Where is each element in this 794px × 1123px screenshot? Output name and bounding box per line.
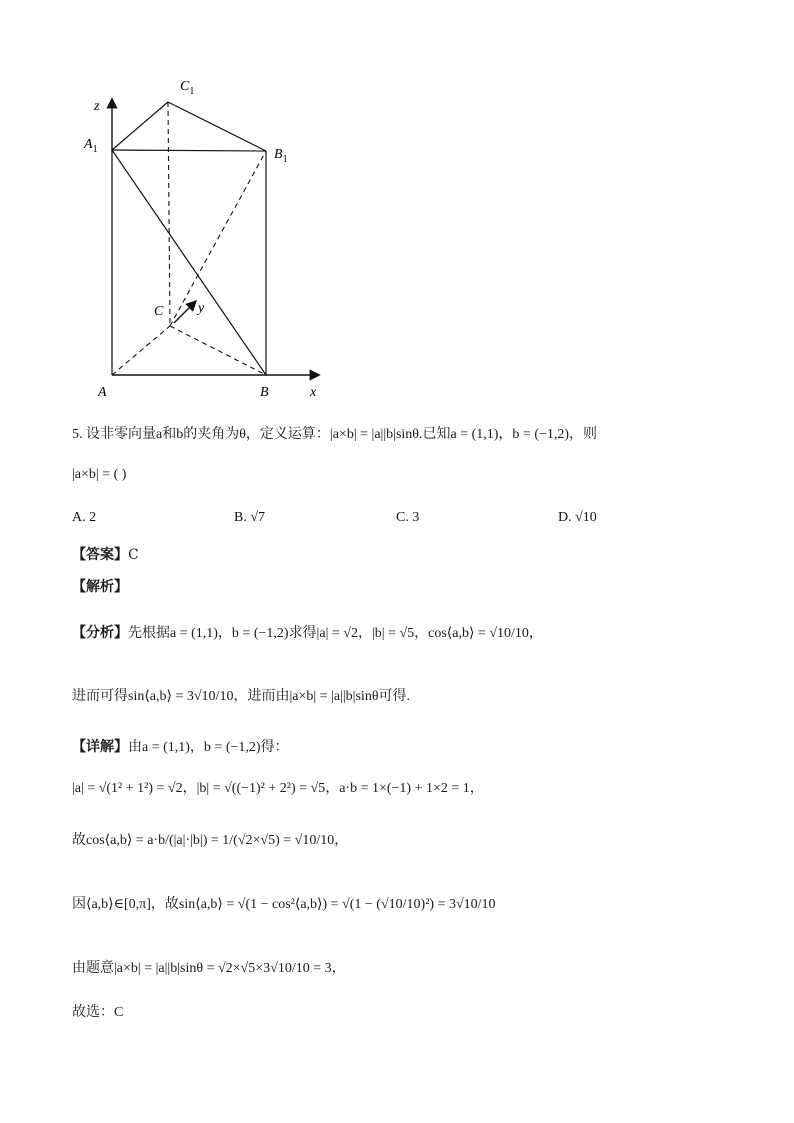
choice-b: B. √7 (234, 510, 266, 525)
choice-d: D. √10 (558, 510, 597, 525)
xiangjie-line5: 由题意|a×b| = |a||b|sinθ = √2×√5×3√10/10 = 3， (72, 961, 346, 976)
prism-figure (70, 68, 340, 408)
answer-tag: 【答案】 (72, 547, 128, 563)
label-z: z (94, 99, 100, 114)
xiangjie-line2: |a| = √(1² + 1²) = √2，|b| = √((−1)² + 2²) = √5，a·b = 1×(−1) + 1×2 = 1， (72, 781, 484, 796)
label-c: C (154, 304, 164, 319)
xiangjie-line6: 故选：C (72, 1005, 124, 1020)
answer-line (72, 546, 139, 564)
solid-edges (112, 102, 266, 375)
label-b1: $B_1$ (274, 147, 288, 165)
answer-value: C (128, 547, 139, 563)
choice-a: A. 2 (72, 510, 97, 525)
xiangjie-tag: 【详解】 (72, 739, 128, 755)
label-a1: $A_1$ (84, 137, 98, 155)
xiangjie-line4: 因⟨a,b⟩∈[0,π]，故sin⟨a,b⟩ = √(1 − cos²⟨a,b⟩) = √(1 − (√10/10)²) = 3√10/10 (72, 897, 496, 912)
choice-c: C. 3 (396, 510, 420, 525)
label-x: x (310, 385, 317, 400)
fenxi-text1: 先根据a = (1,1)，b = (−1,2)求得|a| = √2，|b| = √5，cos⟨a,b⟩ = √10/10， (128, 626, 543, 641)
analysis-tag: 【解析】 (72, 579, 128, 595)
label-b: B (260, 385, 269, 400)
label-c1: $C_1$ (180, 79, 195, 97)
dashed-edges (112, 102, 266, 375)
fenxi-line2: 进而可得sin⟨a,b⟩ = 3√10/10，进而由|a×b| = |a||b|sinθ可得. (72, 689, 411, 704)
analysis-tag-line (72, 578, 128, 596)
xiangjie-text1: 由a = (1,1)，b = (−1,2)得： (128, 740, 289, 755)
xiangjie-line1 (72, 738, 289, 757)
label-a: A (98, 385, 107, 400)
fenxi-line1 (72, 624, 543, 643)
y-axis (174, 302, 195, 323)
xiangjie-line3: 故cos⟨a,b⟩ = a·b/(|a|·|b|) = 1/(√2×√5) = √10/10， (72, 833, 349, 848)
question-5-line2: |a×b| = ( ) (72, 467, 127, 482)
question-5-line1: 5. 设非零向量a和b的夹角为θ，定义运算：|a×b| = |a||b|sinθ.已知a = (1,1)，b = (−1,2)，则 (72, 427, 598, 442)
label-y: y (198, 301, 205, 316)
fenxi-tag: 【分析】 (72, 625, 128, 641)
